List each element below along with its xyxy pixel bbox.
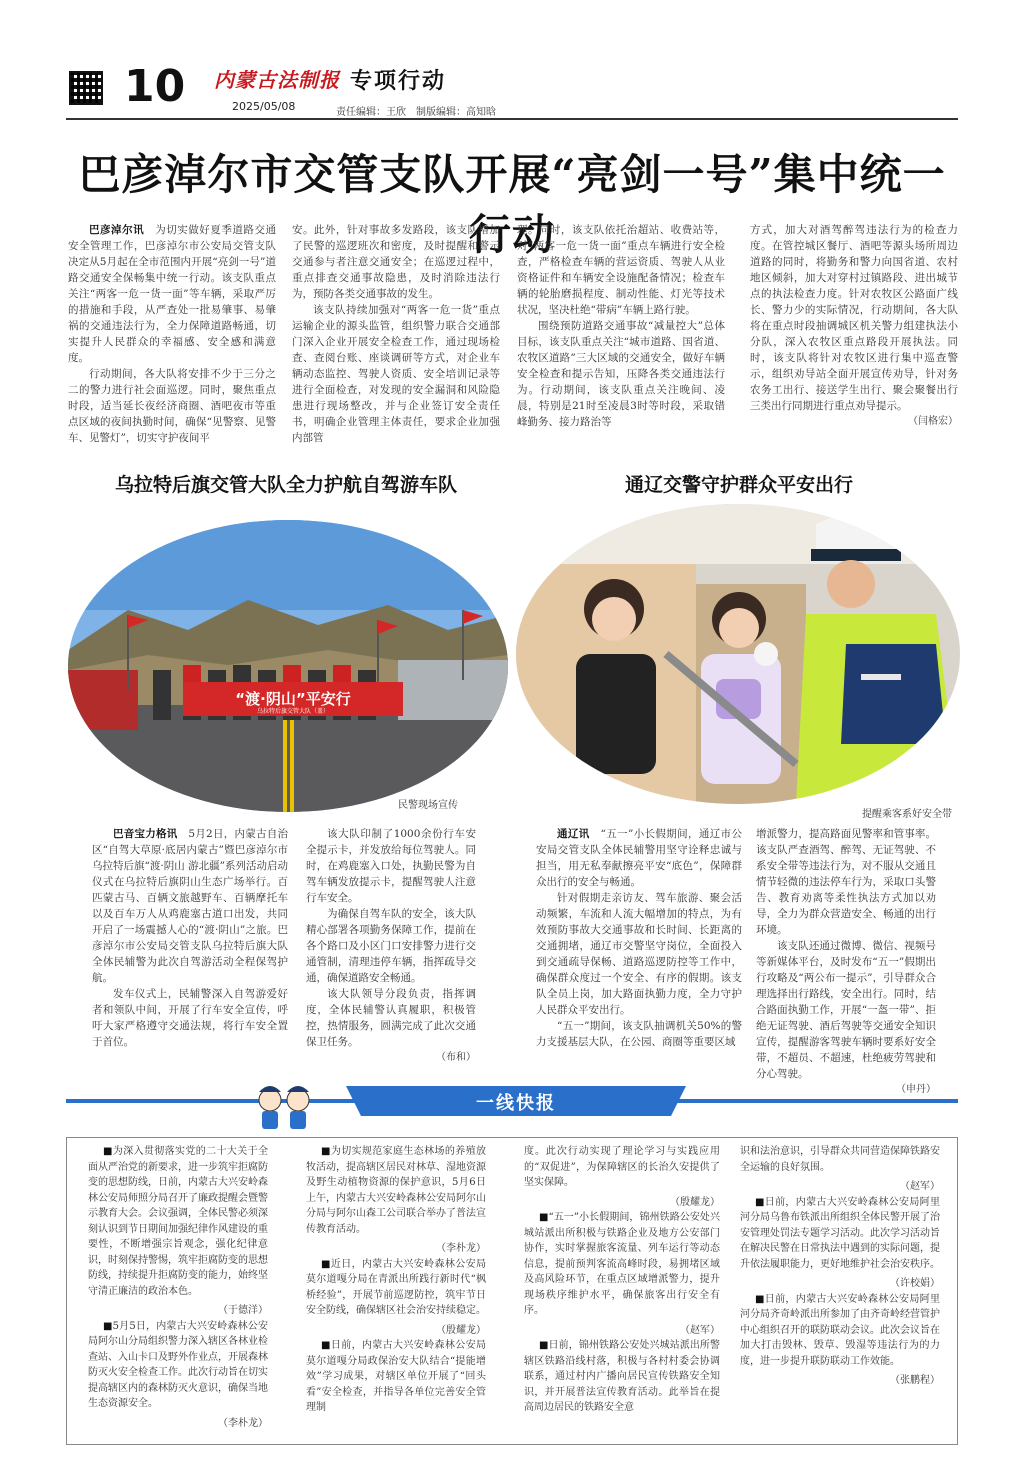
main-p5: 理。同时，该支队依托治超站、收费站等，对“两客一危一货一面”重点车辆进行安全检查，严格检查车辆的营运资质、驾驶人从业资格证件和车辆安全设施配备情况；检查车辆的轮胎磨损程度、制动性能、灯光等技术状况，坚决杜绝“带病”车辆上路行驶。 [517, 224, 725, 316]
quick-col-3: 度。此次行动实现了理论学习与实践应用的“双促进”，为保障辖区的长治久安提供了坚实保障。 （殷耀龙） ■“五一”小长假期间，锦州铁路公安处兴城站派出所积极与铁路企业及地方公安部门协作，实时掌握旅客流量、列车运行等动态信息，提前预判客流高峰时段，易拥堵区域及高风险环节，在重点区域增派警力，提升现场秩序维护水平，确保旅客出行安全有序。 （赵军） ■日前，锦州铁路公安处兴城站派出所警辖区铁路沿线村落，积极与各村村委会协调联系，通过村内广播向居民宣传铁路安全知识，并开展普法宣传教育活动。此举旨在提高周边居民的铁路安全意 [524, 1146, 721, 1413]
left-signature: （布和） [436, 1052, 476, 1063]
main-headline: 巴彦淖尔市交管支队开展“亮剑一号”集中统一行动 [78, 150, 946, 259]
right-photo [516, 504, 960, 804]
left-caption: 民警现场宣传 [398, 800, 458, 811]
quick-col-2: ■为切实规范家庭生态林场的养殖放牧活动，提高辖区居民对林草、湿地资源及野生动植物资源的保护意识，5月6日上午，内蒙古大兴安岭森林公安局阿尔山分局与阿尔山森工公司联合举办了普法宣传教育活动。 （李朴龙） ■近日，内蒙古大兴安岭森林公安局莫尔道嘎分局在青派出所践行新时代“枫桥经验”，开展节前巡逻防控，筑牢节日安全防线，确保辖区社会治安持续稳定。 （殷耀龙） ■日前，内蒙古大兴安岭森林公安局莫尔道嘎分局政保治安大队结合“提能增效”学习成果，对辖区单位开展了“回头看”安全检查，并指导各单位完善安全管理制 [306, 1146, 487, 1413]
dateline: 巴彦淖尔讯 [89, 224, 145, 236]
right-caption: 提醒乘客系好安全带 [862, 809, 952, 820]
right-p1: “五一”小长假期间，通辽市公安局交管支队全体民辅警用坚守诠释忠诚与担当，用无私奉献擦亮平安“底色”，保障群众出行的安全与畅通。 [536, 828, 742, 888]
quick-news-band [66, 1086, 958, 1116]
quick-signature: （李朴龙） [436, 1243, 486, 1254]
quick-item: 识和法治意识，引导群众共同营造保障铁路安全运输的良好氛围。 [740, 1146, 940, 1173]
quick-item: 日前，内蒙古大兴安岭森林公安局莫尔道嘎分局政保治安大队结合“提能增效”学习成果，对辖区单位开展了“回头看”安全检查，并指导各单位完善安全管理制 [306, 1340, 487, 1413]
quick-item: 日前，内蒙古大兴安岭森林公安局阿里河分局乌鲁布铁派出所组织全体民警开展了治安管理处罚法专题学习活动。此次学习活动旨在解决民警在日常执法中遇到的实际问题，提升依法履职能力，更好地维护社会治安秩序。 [740, 1196, 941, 1270]
main-col-2 [292, 222, 500, 446]
banner-text: “渡·阴山”平安行 [235, 690, 351, 708]
left-p3: 该大队印制了1000余份行车安全提示卡，并发放给每位驾驶人。同时，在鸡鹿塞入口处，执勤民警为自驾车辆发放提示卡，提醒驾驶人注意行车安全。 [306, 828, 476, 904]
right-col-2 [756, 826, 936, 1098]
banner-subtext: 乌拉特后旗交管大队（盖） [256, 708, 329, 715]
main-col-4 [750, 222, 958, 430]
left-headline: 乌拉特后旗交管大队全力护航自驾游车队 [114, 474, 457, 496]
left-p5: 该大队领导分段负责，指挥调度，全体民辅警认真履职，积极管控，热情服务，圆满完成了此次交通保卫任务。 [306, 988, 476, 1048]
quick-signature: （殷耀龙） [436, 1324, 486, 1336]
right-p3: “五一”期间，该支队抽调机关50%的警力支援基层大队，在公园、商圈等重要区域 [536, 1020, 742, 1048]
section-title: 专项行动 [350, 69, 447, 94]
quick-signature: （李朴龙） [218, 1417, 268, 1429]
quick-item: 5月5日，内蒙古大兴安岭森林公安局阿尔山分局组织警力深入辖区各林业检查站、入山卡口及野外作业点，开展森林防灭火安全检查工作。此次行动旨在切实提高辖区内的森林防灭火意识，确保当地生态资源安全。 [88, 1320, 268, 1409]
quick-col-1: ■为深入贯彻落实党的二十大关于全面从严治党的新要求，进一步筑牢拒腐防变的思想防线，日前，内蒙古大兴安岭森林公安局师照分局召开了廉政提醒会暨警示教育大会。会议强调，全体民警必须深刻认识到节日期间加强纪律作风建设的重要性，不断增强宗旨观念，强化纪律意识，时刻保持警惕，筑牢拒腐防变的思想防线，持续提升拒腐防变的能力，始终坚守清正廉洁的政治本色。 （于德洋） ■5月5日，内蒙古大兴安岭森林公安局阿尔山分局组织警力深入辖区各林业检查站、入山卡口及野外作业点，开展森林防灭火安全检查工作。此次行动旨在切实提高辖区内的森林防灭火意识，确保当地生态资源安全。 （李朴龙） [88, 1144, 268, 1431]
main-p3: 安。此外，针对事故多发路段，该支队增加了民警的巡逻班次和密度，及时提醒和警示交通参与者注意交通安全；在巡逻过程中，重点排查交通事故隐患，及时消除违法行为，预防各类交通事故的发生。 [292, 224, 500, 300]
main-p1: 为切实做好夏季道路交通安全管理工作，巴彦淖尔市公安局交管支队决定从5月起在全市范围内开展“亮剑一号”道路交通安全保畅集中统一行动。该支队重点关注“两客一危一货一面”等车辆，采取严厉的措施和手段，从严查处一批易肇事、易肇祸的交通违法行为，全力保障道路畅通，切实提升人民群众的幸福感、安全感和满意度。 [68, 224, 276, 364]
header-rule [66, 118, 958, 120]
left-p1: 5月2日，内蒙古自治区“自驾大草原·底居内蒙古”暨巴彦淖尔市乌拉特后旗“渡·阴山 游北疆”系列活动启动仪式在乌拉特后旗阴山生态广场举行。百匹蒙古马、百辆文旅越野车、百辆摩托车以及百车万人从鸡鹿塞古道口出发，共同开启了一场震撼人心的“渡·阴山”之旅。巴彦淖尔市公安局交管支队乌拉特后旗大队全体民辅警为此次自驾游活动全程保驾护航。 [92, 828, 288, 984]
quick-item: 为深入贯彻落实党的二十大关于全面从严治党的新要求，进一步筑牢拒腐防变的思想防线，日前，内蒙古大兴安岭森林公安局师照分局召开了廉政提醒会暨警示教育大会。会议强调，全体民警必须深刻认识到节日期间加强纪律作风建设的重要性，不断增强宗旨观念，强化纪律意识，时刻保持警惕，筑牢拒腐防变的思想防线，持续提升拒腐防变的能力，始终坚守清正廉洁的政治本色。 [88, 1146, 269, 1297]
page-number: 10 [124, 61, 186, 112]
left-dateline: 巴音宝力格讯 [113, 828, 178, 840]
left-col-2 [306, 826, 476, 1066]
left-p4: 为确保自驾车队的安全，该大队精心部署各项勤务保障工作，提前在各个路口及小区门口安排警力进行交通管制，清理违停车辆，指挥疏导交通，确保道路安全畅通。 [306, 908, 476, 984]
main-col-1 [68, 222, 276, 446]
main-p4: 该支队持续加强对“两客一危一货”重点运输企业的源头监管，组织警力联合交通部门深入企业开展安全检查工作，通过现场检查、查阅台账、座谈调研等方式，对企业车辆动态监控、驾驶人资质、安全培训记录等进行全面检查，对发现的安全漏洞和风险隐患进行现场整改，并与企业签订安全责任书，明确企业管理主体责任，要求企业加强内部管 [292, 304, 500, 444]
right-col-1 [536, 826, 742, 1050]
quick-item: 为切实规范家庭生态林场的养殖放牧活动，提高辖区居民对林草、湿地资源及野生动植物资源的保护意识，5月6日上午，内蒙古大兴安岭森林公安局阿尔山分局与阿尔山森工公司联合举办了普法宣传教育活动。 [306, 1146, 487, 1235]
editor-credits: 责任编辑：王欣 制版编辑：高知晗 [336, 107, 496, 118]
right-p2: 针对假期走亲访友、驾车旅游、聚会活动频繁，车流和人流大幅增加的特点，为有效预防事故大交通事故和长时间、长距离的交通拥堵，通辽市交警坚守岗位，全面投入到交通疏导保畅、道路巡逻防控等工作中，确保群众度过一个安全、有序的假期。该支队全员上岗，加大路面执勤力度，全力守护人民群众平安出行。 [536, 892, 742, 1016]
quick-item: 日前，内蒙古大兴安岭森林公安局阿里河分局齐奇岭派出所参加了由齐奇岭经营管护中心组织召开的联防联动会议。此次会议旨在加大打击毁林、毁草、毁湿等违法行为的力度，进一步提升联防联动工作效能。 [740, 1293, 941, 1367]
quick-item: “五一”小长假期间，锦州铁路公安处兴城站派出所积极与铁路企业及地方公安部门协作，实时掌握旅客流量、列车运行等动态信息，提前预判客流高峰时段，易拥堵区域及高风险环节，在重点区域增派警力，提升现场秩序维护水平，确保旅客出行安全有序。 [524, 1212, 720, 1316]
main-p6: 围绕预防道路交通事故“减量控大”总体目标，该支队重点关注“城市道路、国省道、农牧区道路”三大区域的交通安全，做好车辆安全检查和提示告知，压降各类交通违法行为。行动期间，该支队重点关注晚间、凌晨，特别是21时至凌晨3时等时段，采取错峰勤务、接力路治等 [517, 320, 725, 428]
quick-signature: （于德洋） [218, 1305, 268, 1316]
qr-code-icon [69, 71, 103, 105]
left-p2: 发车仪式上，民辅警深入自驾游爱好者和领队中间，开展了行车安全宣传，呼吁大家严格遵守交通法规，将行车安全置于首位。 [92, 988, 288, 1048]
quick-signature: （张鹏程） [890, 1375, 940, 1386]
quick-item: 日前，锦州铁路公安处兴城站派出所警辖区铁路沿线村落，积极与各村村委会协调联系，通过村内广播向居民宣传铁路安全知识，并开展普法宣传教育活动。此举旨在提高周边居民的铁路安全意 [524, 1340, 721, 1413]
right-headline: 通辽交警守护群众平安出行 [624, 474, 853, 496]
police-mascot-icon [254, 1078, 316, 1134]
quick-news-title: 一线快报 [476, 1093, 556, 1114]
quick-signature: （赵军） [900, 1181, 940, 1192]
main-col-3 [517, 222, 725, 430]
quick-item: 近日，内蒙古大兴安岭森林公安局莫尔道嘎分局在青派出所践行新时代“枫桥经验”，开展节前巡逻防控，筑牢节日安全防线，确保辖区社会治安持续稳定。 [306, 1258, 487, 1316]
quick-signature: （殷耀龙） [670, 1196, 720, 1208]
quick-col-4: 识和法治意识，引导群众共同营造保障铁路安全运输的良好氛围。 （赵军） ■日前，内蒙古大兴安岭森林公安局阿里河分局乌鲁布铁派出所组织全体民警开展了治安管理处罚法专题学习活动。此次学习活动旨在解决民警在日常执法中遇到的实际问题，提升依法履职能力，更好地维护社会治安秩序。 （许校娟） ■日前，内蒙古大兴安岭森林公安局阿里河分局齐奇岭派出所参加了由齐奇岭经营管护中心组织召开的联防联动会议。此次会议旨在加大打击毁林、毁草、毁湿等违法行为的力度，进一步提升联防联动工作效能。 （张鹏程） [740, 1144, 940, 1389]
main-p7: 方式，加大对酒驾醉驾违法行为的检查力度。在管控城区餐厅、酒吧等源头场所周边道路的同时，将勤务和警力向国省道、农村地区倾斜，加大对穿村过镇路段、进出城节点的执法检查力度。针对农牧区公路面广线长、警力少的实际情况，行动期间，各大队将在重点时段抽调城区机关警力组建执法小分队，深入农牧区重点路段开展执法。同时，该支队将针对农牧区进行集中巡查警示，组织劝导站全面开展宣传劝导，针对务农务工出行、接送学生出行、聚会聚餐出行三类出行同期进行重点劝导提示。 [750, 224, 958, 412]
quick-signature: （赵军） [680, 1324, 720, 1336]
right-signature: （申丹） [896, 1084, 936, 1095]
quick-item: 度。此次行动实现了理论学习与实践应用的“双促进”，为保障辖区的长治久安提供了坚实保障。 [524, 1146, 720, 1188]
main-signature: （闫格宏） [908, 416, 958, 427]
right-p4: 增派警力，提高路面见警率和管事率。该支队严查酒驾、醉驾、无证驾驶、不系安全带等违法行为，对不服从交通且情节轻微的违法停车行为，采取口头警告、教育劝离等柔性执法方式加以劝导，全力为群众营造安全、畅通的出行环境。 [756, 828, 936, 936]
quick-signature: （许校娟） [890, 1278, 940, 1289]
right-p5: 该支队还通过微博、微信、视频号等新媒体平台，及时发布“五一”假期出行攻略及“两公布一提示”，引导群众合理选择出行路线，安全出行。同时，结合路面执勤工作，开展“一盔一带”、拒绝无证驾驶、酒后驾驶等交通安全知识宣传，提醒游客驾驶车辆时要系好安全带，不超员、不超速，杜绝疲劳驾驶和分心驾驶。 [756, 940, 936, 1080]
left-photo [68, 520, 508, 812]
main-p2: 行动期间，各大队将安排不少于三分之二的警力进行社会面巡逻。同时，聚焦重点时段，适当延长夜经济商圈、酒吧夜市等重点区域的夜间执勤时间，确保“见警察、见警车、见警灯”，切实守护夜间平 [68, 368, 276, 444]
issue-date: 2025/05/08 [232, 100, 296, 113]
left-col-1 [92, 826, 288, 1050]
masthead-logo: 内蒙古法制报 [214, 68, 340, 92]
right-dateline: 通辽讯 [557, 828, 590, 840]
